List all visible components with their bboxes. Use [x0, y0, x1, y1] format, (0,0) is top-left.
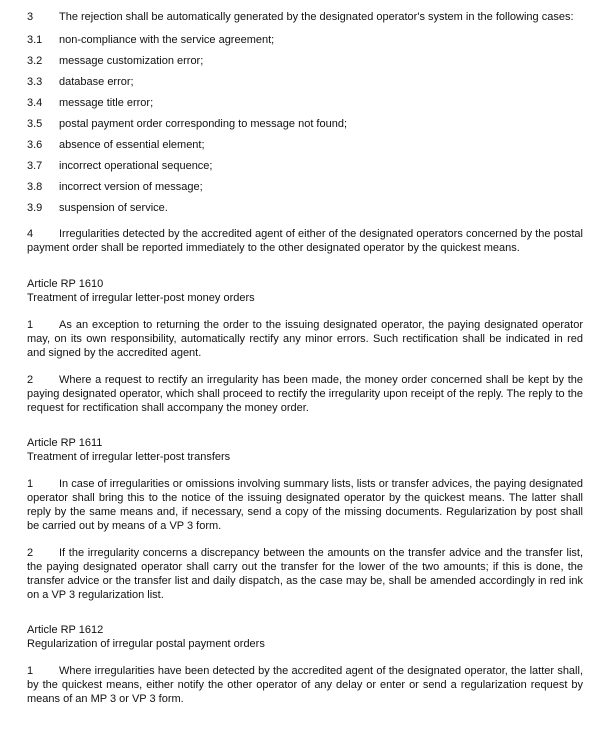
paragraph-number: 1 [27, 319, 34, 331]
article-subtitle: Treatment of irregular letter-post money orders [27, 292, 255, 304]
article-1611-heading [27, 436, 583, 464]
list-item [27, 201, 583, 215]
list-item-number: 3.7 [27, 160, 43, 172]
list-item-text: incorrect operational sequence; [59, 160, 213, 172]
list-item-text: postal payment order corresponding to message not found; [59, 118, 348, 130]
paragraph-text: If the irregularity concerns a discrepancy between the amounts on the transfer advice and the transfer list, the paying designated operator shall carry out the transfer for the lower of the two amounts; if this is done, the transfer advice or the transfer list and daily dispatch, as the case may be, shall be amended accordingly in red ink on a VP 3 regularization list. [27, 547, 583, 601]
list-item-number: 3.1 [27, 34, 43, 46]
paragraph-number: 1 [27, 478, 34, 490]
list-item-text: message title error; [59, 97, 154, 109]
list-item-number: 3.9 [27, 202, 43, 214]
paragraph-text: As an exception to returning the order to the issuing designated operator, the paying designated operator may, on its own responsibility, automatically rectify any minor errors. Such rectification shall be indicated in red and signed by the accredited agent. [27, 319, 583, 359]
list-item [27, 54, 583, 68]
article-1610-paragraph-2 [27, 373, 583, 415]
list-item [27, 96, 583, 110]
section-4-number: 4 [27, 228, 34, 240]
list-item-number: 3.6 [27, 139, 43, 151]
list-item-text: non-compliance with the service agreement; [59, 34, 275, 46]
list-item-number: 3.4 [27, 97, 43, 109]
paragraph-text: In case of irregularities or omissions involving summary lists, lists or transfer advices, the paying designated operator shall bring this to the notice of the issuing designated operator by the quickest means. The latter shall reply by the same means and, if necessary, send a copy of the missing documents. Regularization by post shall be carried out by means of a VP 3 form. [27, 478, 583, 532]
article-1612-heading [27, 623, 583, 651]
list-item-text: message customization error; [59, 55, 204, 67]
article-subtitle: Treatment of irregular letter-post transfers [27, 451, 231, 463]
list-item [27, 117, 583, 131]
paragraph-text: Where irregularities have been detected by the accredited agent of the designated operator, the latter shall, by the quickest means, either notify the other operator of any delay or enter or send a regularization request by means of an MP 3 or VP 3 form. [27, 665, 583, 705]
rejection-cases-list [27, 33, 583, 215]
document-page [27, 10, 583, 706]
list-item [27, 159, 583, 173]
section-4-paragraph [27, 227, 583, 255]
article-title: Article RP 1612 [27, 624, 104, 636]
article-1611-paragraph-1 [27, 477, 583, 533]
list-item [27, 75, 583, 89]
list-item [27, 180, 583, 194]
list-item-number: 3.5 [27, 118, 43, 130]
article-1612-paragraph-1 [27, 664, 583, 706]
list-item-text: database error; [59, 76, 134, 88]
article-title: Article RP 1611 [27, 437, 103, 449]
list-item-number: 3.2 [27, 55, 43, 67]
article-subtitle: Regularization of irregular postal payment orders [27, 638, 265, 650]
article-1610-paragraph-1 [27, 318, 583, 360]
section-3-number: 3 [27, 11, 34, 23]
section-3-intro [27, 10, 583, 24]
list-item-text: suspension of service. [59, 202, 168, 214]
section-3-text: The rejection shall be automatically generated by the designated operator's system in the following cases: [59, 11, 574, 23]
list-item [27, 33, 583, 47]
article-1610-heading [27, 277, 583, 305]
paragraph-number: 2 [27, 547, 34, 559]
list-item-number: 3.8 [27, 181, 43, 193]
section-4-text: Irregularities detected by the accredited agent of either of the designated operators concerned by the postal payment order shall be reported immediately to the other designated operator by the quickest means. [27, 228, 583, 254]
paragraph-number: 2 [27, 374, 34, 386]
article-title: Article RP 1610 [27, 278, 104, 290]
list-item-text: absence of essential element; [59, 139, 205, 151]
paragraph-text: Where a request to rectify an irregularity has been made, the money order concerned shall be kept by the paying designated operator, which shall proceed to rectify the irregularity upon receipt of the reply. The reply to the request for rectification shall accompany the money order. [27, 374, 583, 414]
list-item [27, 138, 583, 152]
article-1611-paragraph-2 [27, 546, 583, 602]
list-item-text: incorrect version of message; [59, 181, 203, 193]
paragraph-number: 1 [27, 665, 34, 677]
list-item-number: 3.3 [27, 76, 43, 88]
